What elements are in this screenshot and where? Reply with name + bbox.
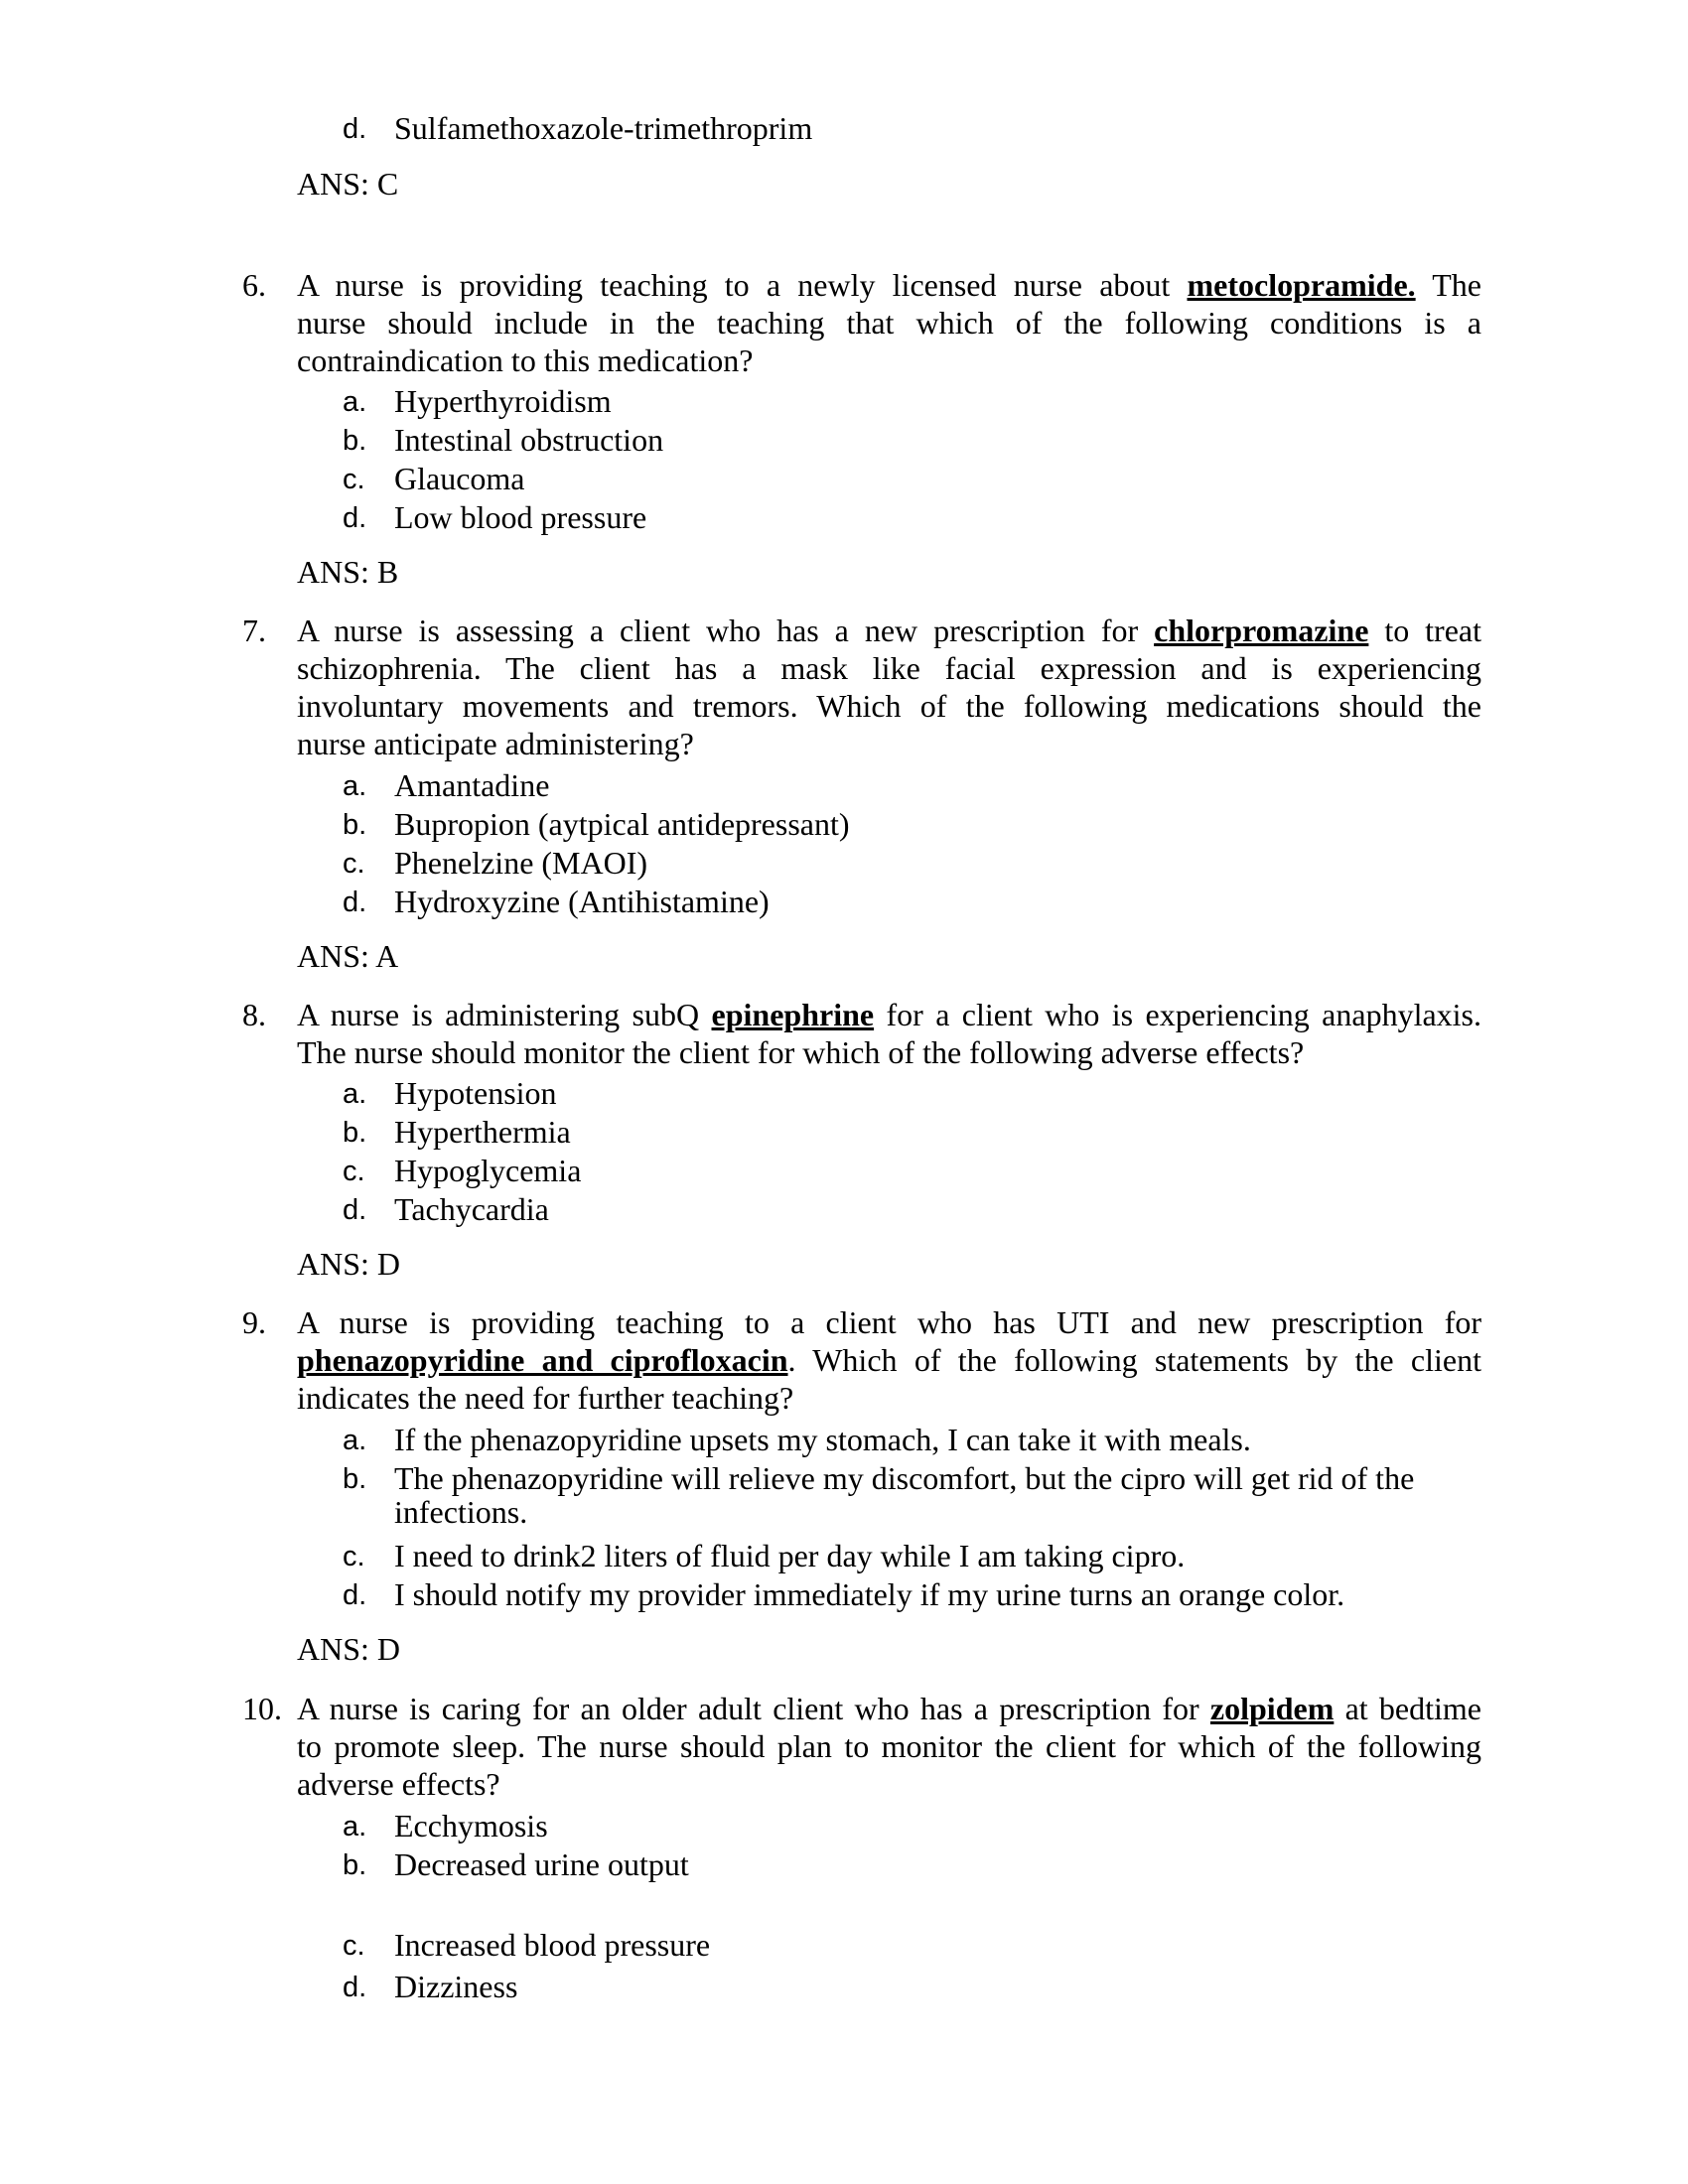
option-letter: b. bbox=[343, 425, 367, 457]
option-letter: d. bbox=[343, 1972, 367, 2003]
option-text: Ecchymosis bbox=[394, 1808, 548, 1843]
option-text: Phenelzine (MAOI) bbox=[394, 845, 648, 881]
option-letter: d. bbox=[343, 1579, 367, 1611]
answer-label: ANS: C bbox=[297, 166, 399, 202]
option-letter: b. bbox=[343, 1463, 367, 1495]
option-letter: b. bbox=[343, 1117, 367, 1149]
option-letter: c. bbox=[343, 1930, 365, 1962]
stem-line: A nurse is assessing a client who has a new prescription for chlorpromazine to treat bbox=[297, 613, 1482, 648]
answer-label: ANS: D bbox=[297, 1631, 401, 1667]
question-stem bbox=[297, 996, 1481, 1071]
option-letter: a. bbox=[343, 386, 367, 418]
option-letter: d. bbox=[343, 1194, 367, 1226]
stem-line: schizophrenia. The client has a mask like facial expression and is experiencing bbox=[297, 650, 1481, 686]
question-stem bbox=[297, 612, 1481, 762]
option-text: I need to drink2 liters of fluid per day while I am taking cipro. bbox=[394, 1538, 1186, 1573]
answer-label: ANS: A bbox=[297, 938, 399, 974]
option-letter: c. bbox=[343, 464, 365, 495]
question-stem bbox=[297, 266, 1481, 379]
question-number: 8. bbox=[242, 997, 266, 1032]
option-text: Glaucoma bbox=[394, 461, 525, 496]
option-text: Hypotension bbox=[394, 1075, 557, 1111]
stem-line: A nurse is administering subQ epinephrine for a client who is experiencing anaphylaxis. bbox=[297, 997, 1482, 1032]
option-text: Amantadine bbox=[394, 767, 550, 803]
option-letter: c. bbox=[343, 1541, 365, 1572]
stem-line: to promote sleep. The nurse should plan to monitor the client for which of the following bbox=[297, 1728, 1481, 1764]
option-letter: d. bbox=[343, 887, 367, 918]
answer-label: ANS: B bbox=[297, 554, 399, 590]
question-number: 10. bbox=[242, 1691, 282, 1726]
drug-name: metoclopramide. bbox=[1187, 267, 1416, 303]
stem-line: A nurse is providing teaching to a newly licensed nurse about metoclopramide. The bbox=[297, 267, 1482, 303]
option-text: Intestinal obstruction bbox=[394, 422, 664, 458]
option-letter: a. bbox=[343, 1425, 367, 1456]
option-text: Hydroxyzine (Antihistamine) bbox=[394, 884, 770, 919]
question-number: 7. bbox=[242, 613, 266, 648]
option-letter: a. bbox=[343, 1811, 367, 1843]
question-number: 6. bbox=[242, 267, 266, 303]
option-letter: c. bbox=[343, 848, 365, 880]
stem-line: nurse should include in the teaching that which of the following conditions is a bbox=[297, 305, 1481, 341]
stem-line: The nurse should monitor the client for which of the following adverse effects? bbox=[297, 1034, 1305, 1070]
stem-line: involuntary movements and tremors. Which of the following medications should the bbox=[297, 688, 1481, 724]
stem-line: indicates the need for further teaching? bbox=[297, 1380, 794, 1416]
option-text: Decreased urine output bbox=[394, 1846, 689, 1882]
option-letter: d. bbox=[343, 113, 367, 145]
stem-line: contraindication to this medication? bbox=[297, 342, 754, 378]
drug-name: zolpidem bbox=[1209, 1691, 1335, 1726]
option-text: Bupropion (aytpical antidepressant) bbox=[394, 806, 850, 842]
option-text: If the phenazopyridine upsets my stomach, I can take it with meals. bbox=[394, 1422, 1251, 1457]
option-text: Tachycardia bbox=[394, 1191, 549, 1227]
option-text: The phenazopyridine will relieve my discomfort, but the cipro will get rid of the bbox=[394, 1460, 1415, 1496]
option-text: Dizziness bbox=[394, 1969, 518, 2004]
option-letter: a. bbox=[343, 770, 367, 802]
stem-line: nurse anticipate administering? bbox=[297, 726, 694, 761]
option-letter: a. bbox=[343, 1078, 367, 1110]
option-text: Hypoglycemia bbox=[394, 1153, 582, 1188]
stem-line: adverse effects? bbox=[297, 1766, 500, 1802]
stem-line: A nurse is caring for an older adult client who has a prescription for zolpidem at bedtime bbox=[297, 1691, 1482, 1726]
option-text: Sulfamethoxazole-trimethroprim bbox=[394, 110, 813, 146]
option-text: Hyperthyroidism bbox=[394, 383, 612, 419]
drug-name: epinephrine bbox=[711, 997, 875, 1032]
stem-line: A nurse is providing teaching to a client who has UTI and new prescription for bbox=[297, 1304, 1481, 1340]
question-stem bbox=[297, 1690, 1481, 1803]
drug-name: chlorpromazine bbox=[1154, 613, 1369, 648]
option-letter: b. bbox=[343, 809, 367, 841]
answer-label: ANS: D bbox=[297, 1246, 401, 1282]
option-text: I should notify my provider immediately if my urine turns an orange color. bbox=[394, 1576, 1345, 1612]
question-stem bbox=[297, 1303, 1481, 1417]
stem-line: phenazopyridine and ciprofloxacin. Which of the following statements by the client bbox=[297, 1342, 1482, 1378]
question-number: 9. bbox=[242, 1304, 266, 1340]
option-letter: c. bbox=[343, 1156, 365, 1187]
option-text-continued: infections. bbox=[394, 1494, 528, 1530]
drug-name: phenazopyridine and ciprofloxacin bbox=[297, 1342, 788, 1378]
option-text: Increased blood pressure bbox=[394, 1927, 711, 1963]
option-letter: d. bbox=[343, 502, 367, 534]
option-letter: b. bbox=[343, 1849, 367, 1881]
option-text: Hyperthermia bbox=[394, 1114, 571, 1150]
option-text: Low blood pressure bbox=[394, 499, 647, 535]
